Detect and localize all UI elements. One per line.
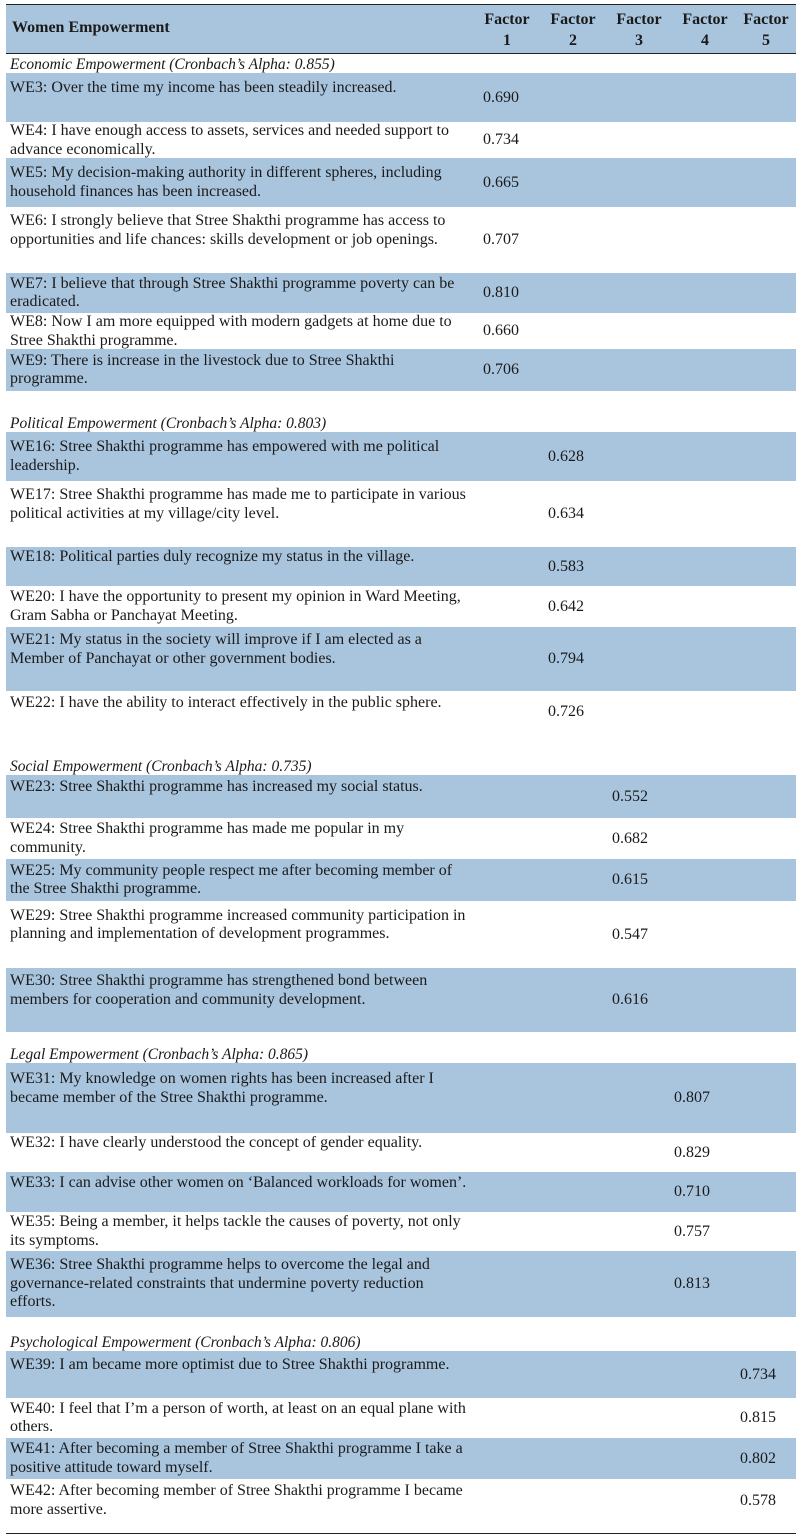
factor-loading-value: 0.710 bbox=[674, 1183, 710, 1200]
table-row bbox=[6, 775, 796, 818]
section-title: Social Empowerment (Cronbach’s Alpha: 0.735) bbox=[10, 758, 312, 775]
factor-loading-value: 0.578 bbox=[740, 1491, 776, 1509]
item-statement: WE21: My status in the society will improve if I am elected as a Member of Panchayat or other government bodies. bbox=[10, 631, 422, 667]
table-row bbox=[6, 73, 796, 122]
table-row bbox=[6, 1212, 796, 1251]
item-statement: WE9: There is increase in the livestock due to Stree Shakthi programme. bbox=[10, 351, 395, 387]
table-row bbox=[6, 481, 796, 547]
item-statement: WE3: Over the time my income has been steadily increased. bbox=[10, 79, 397, 96]
item-statement: WE29: Stree Shakthi programme increased community participation in planning and implementation of development programmes. bbox=[10, 906, 466, 943]
item-statement: WE8: Now I am more equipped with modern gadgets at home due to Stree Shakthi programme. bbox=[10, 313, 452, 349]
factor-loading-value: 0.642 bbox=[548, 597, 584, 615]
table-row bbox=[6, 1351, 796, 1398]
item-statement: WE23: Stree Shakthi programme has increased my social status. bbox=[10, 778, 423, 795]
item-statement: WE16: Stree Shakthi programme has empowered with me political leadership. bbox=[10, 438, 440, 474]
factor-loading-value: 0.682 bbox=[612, 829, 648, 847]
item-statement: WE25: My community people respect me after becoming member of the Stree Shakthi programme. bbox=[10, 861, 453, 897]
table-row bbox=[6, 859, 796, 901]
section-title: Economic Empowerment (Cronbach’s Alpha: 0.855) bbox=[10, 56, 335, 73]
table-row bbox=[6, 273, 796, 313]
table-row bbox=[6, 207, 796, 273]
section-row bbox=[6, 756, 796, 775]
table-header bbox=[6, 4, 796, 54]
item-statement: WE5: My decision-making authority in different spheres, including household finances has been increased. bbox=[10, 164, 442, 200]
item-statement: WE42: After becoming member of Stree Shakthi programme I became more assertive. bbox=[10, 1482, 463, 1518]
section-row bbox=[6, 1332, 796, 1351]
factor-loading-value: 0.690 bbox=[483, 88, 519, 106]
factor-loading-value: 0.547 bbox=[612, 925, 648, 943]
item-statement: WE36: Stree Shakthi programme helps to overcome the legal and governance-related constraints that undermine poverty reduction efforts. bbox=[10, 1256, 430, 1311]
factor-loading-value: 0.757 bbox=[674, 1222, 710, 1240]
factor-loading-value: 0.802 bbox=[740, 1449, 776, 1467]
item-statement: WE41: After becoming a member of Stree Shakthi programme I take a positive attitude toward myself. bbox=[10, 1440, 463, 1476]
factor-loading-value: 0.794 bbox=[548, 650, 584, 667]
section-title: Legal Empowerment (Cronbach’s Alpha: 0.865) bbox=[10, 1046, 309, 1063]
factor-loading-value: 0.813 bbox=[674, 1275, 710, 1292]
item-statement: WE17: Stree Shakthi programme has made me to participate in various political activities at my village/city level. bbox=[10, 486, 466, 522]
factor-loading-value: 0.583 bbox=[548, 557, 584, 575]
item-statement: WE24: Stree Shakthi programme has made me popular in my community. bbox=[10, 820, 405, 856]
header-factor-3: Factor 3 bbox=[616, 11, 662, 49]
table-bottom-rule bbox=[6, 1533, 796, 1534]
factor-loading-value: 0.616 bbox=[612, 991, 648, 1008]
item-statement: WE33: I can advise other women on ‘Balanced workloads for women’. bbox=[10, 1173, 467, 1191]
table-row bbox=[6, 432, 796, 481]
section-title: Psychological Empowerment (Cronbach’s Alpha: 0.806) bbox=[10, 1334, 361, 1351]
item-statement: WE40: I feel that I’m a person of worth, at least on an equal plane with others. bbox=[10, 1399, 466, 1435]
table-row bbox=[6, 1172, 796, 1212]
header-factor-5: Factor 5 bbox=[743, 11, 789, 49]
section-row bbox=[6, 413, 796, 432]
table-row bbox=[6, 818, 796, 859]
factor-loading-value: 0.734 bbox=[483, 131, 519, 148]
table-row bbox=[6, 627, 796, 691]
header-factor-1: Factor 1 bbox=[484, 11, 530, 49]
item-statement: WE32: I have clearly understood the concept of gender equality. bbox=[10, 1134, 423, 1151]
item-statement: WE39: I am became more optimist due to Stree Shakthi programme. bbox=[10, 1356, 450, 1373]
section-title: Political Empowerment (Cronbach’s Alpha: 0.803) bbox=[10, 415, 327, 432]
factor-loading-value: 0.810 bbox=[483, 284, 519, 301]
item-statement: WE20: I have the opportunity to present my opinion in Ward Meeting, Gram Sabha or Panchayat Meeting. bbox=[10, 588, 461, 624]
header-factor-4: Factor 4 bbox=[682, 11, 728, 49]
table-row bbox=[6, 122, 796, 158]
factor-loading-value: 0.552 bbox=[612, 787, 648, 805]
item-statement: WE7: I believe that through Stree Shakthi programme poverty can be eradicated. bbox=[10, 274, 455, 310]
table-row bbox=[6, 1438, 796, 1479]
table-row bbox=[6, 1063, 796, 1133]
table-row bbox=[6, 349, 796, 391]
table-row bbox=[6, 1251, 796, 1317]
factor-loading-value: 0.807 bbox=[674, 1089, 710, 1106]
factor-loading-value: 0.665 bbox=[483, 173, 519, 191]
table-row bbox=[6, 1398, 796, 1438]
header-title: Women Empowerment bbox=[12, 19, 170, 36]
factor-loading-value: 0.660 bbox=[483, 322, 519, 339]
factor-loading-value: 0.628 bbox=[548, 447, 584, 465]
factor-loading-value: 0.615 bbox=[612, 871, 648, 888]
factor-loading-value: 0.706 bbox=[483, 361, 519, 378]
factor-loading-value: 0.726 bbox=[548, 703, 584, 720]
factor-loading-value: 0.734 bbox=[740, 1365, 776, 1383]
item-statement: WE22: I have the ability to interact effectively in the public sphere. bbox=[10, 693, 442, 711]
item-statement: WE18: Political parties duly recognize my status in the village. bbox=[10, 548, 415, 565]
table-row bbox=[6, 1479, 796, 1522]
item-statement: WE31: My knowledge on women rights has been increased after I became member of the Stree Shakthi programme. bbox=[10, 1070, 434, 1106]
factor-loading-value: 0.634 bbox=[548, 505, 584, 522]
table-row bbox=[6, 968, 796, 1032]
item-statement: WE30: Stree Shakthi programme has strengthened bond between members for cooperation and community development. bbox=[10, 972, 428, 1008]
factor-loading-value: 0.815 bbox=[740, 1409, 776, 1426]
table-row bbox=[6, 586, 796, 627]
table-row bbox=[6, 691, 796, 733]
item-statement: WE6: I strongly believe that Stree Shakthi programme has access to opportunities and life chances: skills development or job openings. bbox=[10, 212, 446, 248]
header-factor-2: Factor 2 bbox=[550, 11, 596, 49]
table-row bbox=[6, 1133, 796, 1172]
section-row bbox=[6, 1044, 796, 1063]
table-row bbox=[6, 158, 796, 207]
table-row bbox=[6, 901, 796, 968]
section-row bbox=[6, 54, 796, 73]
item-statement: WE35: Being a member, it helps tackle the causes of poverty, not only its symptoms. bbox=[10, 1213, 461, 1249]
factor-loading-value: 0.829 bbox=[674, 1143, 710, 1161]
table-row bbox=[6, 313, 796, 349]
factor-loading-value: 0.707 bbox=[483, 231, 519, 248]
item-statement: WE4: I have enough access to assets, services and needed support to advance economically. bbox=[10, 122, 449, 158]
table-row bbox=[6, 547, 796, 586]
